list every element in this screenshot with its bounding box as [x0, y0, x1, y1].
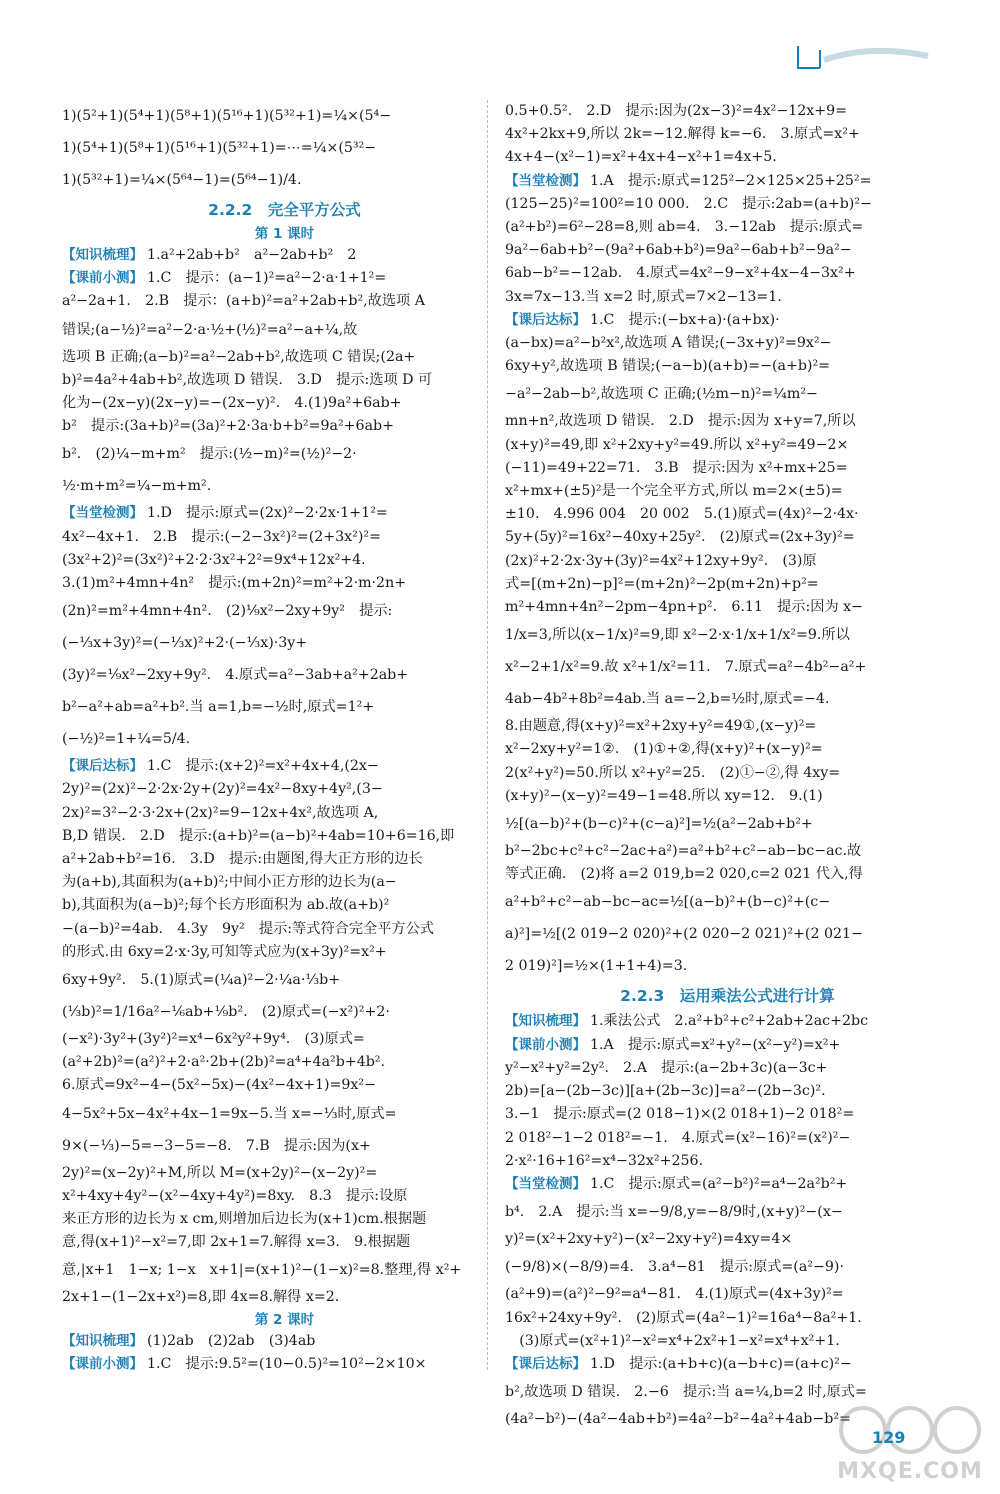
block-first-line: 1.D 提示:(a+b+c)(a−b+c)=(a+c)²−: [590, 1355, 852, 1372]
text-line: 6.原式=9x²−4−(5x²−5x)−(4x²−4x+1)=9x²−: [62, 1077, 377, 1094]
left-column: [62, 100, 507, 1376]
text-line: 4x²−4x+1. 2.B 提示:(−2−3x²)²=(2+3x²)²=: [62, 528, 381, 545]
block-tag: 【知识梳理】: [62, 1332, 143, 1349]
answer-block: [505, 309, 950, 983]
text-line: 2b)=[a−(2b−3c)][a+(2b−3c)]=a²−(2b−3c)².: [505, 1083, 826, 1100]
block-tag: 【课后达标】: [62, 758, 143, 775]
text-line: 2y)²=(x−2y)²+M,所以 M=(x+2y)²−(x−2y)²=: [62, 1164, 378, 1181]
text-line: a²+2ab+b²=16. 3.D 提示:由题图,得大正方形的边长: [62, 851, 423, 868]
text-line: a²+b²+c²−ab−bc−ac=½[(a−b)²+(b−c)²+(c−: [505, 894, 831, 911]
text-line: b²−a²+ab=a²+b².当 a=1,b=−½时,原式=1²+: [62, 699, 375, 716]
block-first-line: 1.C 提示:(x+2)²=x²+4x+4,(2x−: [147, 758, 379, 775]
block-tag: 【当堂检测】: [505, 172, 586, 189]
text-line: 2y)²=(2x)²−2·2x·2y+(2y)²=4x²−8xy+4y²,(3−: [62, 781, 383, 798]
text-line: 意,得(x+1)²−x²=7,即 2x+1=7.解得 x=3. 9.根据题: [62, 1234, 411, 1251]
block-first-line: (1)2ab (2)2ab (3)4ab: [147, 1332, 316, 1349]
text-line: (−9/8)×(−8/9)=4. 3.a⁴−81 提示:原式=(a²−9)·: [505, 1259, 844, 1276]
watermark: [835, 1400, 985, 1490]
text-line: 4−5x²+5x−4x²+4x−1=9x−5.当 x=−⅓时,原式=: [62, 1105, 397, 1122]
text-line: (x+y)²=49,即 x²+2xy+y²=49.所以 x²+y²=49−2×: [505, 436, 849, 453]
text-line: y²−x²+y²=2y². 2.A 提示:(a−2b+3c)(a−3c+: [505, 1059, 828, 1076]
answer-block: [62, 244, 507, 267]
text-line: 4x²+2kx+9,所以 2k=−12.解得 k=−6. 3.原式=x²+: [505, 126, 860, 143]
lesson-title: 第 1 课时: [254, 226, 315, 242]
text-line: (3x²+2)²=(3x²)²+2·2·3x²+2²=9x⁴+12x²+4.: [62, 551, 366, 568]
text-line: 4x+4−(x²−1)=x²+4x+4−x²+1=4x+5.: [505, 149, 777, 166]
block-tag: 【当堂检测】: [505, 1175, 586, 1192]
section-title: 2.2.3 运用乘法公式进行计算: [620, 987, 835, 1006]
answer-block: [62, 1330, 507, 1353]
text-line: B,D 错误. 2.D 提示:(a+b)²=(a−b)²+4ab=10+6=16,即: [62, 827, 455, 844]
text-line: (a²+9)=(a²)²−9²=a⁴−81. 4.(1)原式=(4x+3y)²=: [505, 1286, 844, 1303]
text-line: 2x)²=3²−2·3·2x+(2x)²=9−12x+4x²,故选项 A,: [62, 804, 379, 821]
text-line: 2 019)²]=½×(1+1+4)=3.: [505, 958, 688, 975]
text-line: b)²=4a²+4ab+b²,故选项 D 错误. 3.D 提示:选项 D 可: [62, 371, 433, 388]
block-tag: 【知识梳理】: [62, 247, 143, 263]
lesson-title: 第 2 课时: [254, 1311, 315, 1328]
answer-block: [505, 1010, 950, 1033]
text-line: 3x=7x−13.当 x=2 时,原式=7×2−13=1.: [505, 288, 782, 305]
text-line: (125−25)²=100²=10 000. 2.C 提示:2ab=(a+b)²−: [505, 195, 872, 212]
text-line: (a²+2b)²=(a²)²+2·a²·2b+(2b)²=a⁴+4a²b+4b².: [62, 1054, 386, 1071]
text-line: a)²]=½[(2 019−2 020)²+(2 020−2 021)²+(2 021−: [505, 926, 863, 943]
text-line: (2n)²=m²+4mn+4n². (2)⅑x²−2xy+9y² 提示:: [62, 603, 393, 620]
text-line: 3.(1)m²+4mn+4n² 提示:(m+2n)²=m²+2·m·2n+: [62, 575, 407, 592]
text-line: x²−2+1/x²=9.故 x²+1/x²=11. 7.原式=a²−4b²−a²+: [505, 659, 867, 676]
block-first-line: 1.A 提示:原式=x²+y²−(x²−y²)=x²+: [590, 1036, 841, 1053]
text-line: b². (2)¼−m+m² 提示:(½−m)²=(½)²−2·: [62, 446, 357, 463]
text-line: 2 018²−1−2 018²=−1. 4.原式=(x²−16)²=(x²)²−: [505, 1129, 851, 1146]
block-first-line: 1.A 提示:原式=125²−2×125×25+25²=: [590, 172, 872, 189]
continued-answer: [505, 100, 950, 170]
answer-block: [505, 1034, 950, 1173]
text-line: (⅓b)²=1/16a²−⅙ab+⅑b². (2)原式=(−x²)²+2·: [62, 1004, 390, 1021]
text-line: −a²−2ab−b²,故选项 C 正确;(½m−n)²=¼m²−: [505, 386, 818, 403]
block-tag: 【课后达标】: [505, 1355, 586, 1372]
block-first-line: 1.D 提示:原式=(2x)²−2·2x·1+1²=: [147, 505, 388, 522]
text-line: 选项 B 正确;(a−b)²=a²−2ab+b²,故选项 C 错误;(2a+: [62, 348, 416, 365]
text-line: 错误;(a−½)²=a²−2·a·½+(½)²=a²−a+¼,故: [62, 321, 358, 338]
right-column: [505, 100, 950, 1431]
answer-block: [62, 502, 507, 755]
text-line: (x+y)²−(x−y)²=49−1=48.所以 xy=12. 9.(1): [505, 787, 823, 804]
text-line: 6xy+9y². 5.(1)原式=(¼a)²−2·¼a·⅓b+: [62, 972, 341, 989]
text-line: 式=[(m+2n)−p]²=(m+2n)²−2p(m+2n)+p²=: [505, 575, 819, 592]
text-line: ½[(a−b)²+(b−c)²+(c−a)²]=½(a²−2ab+b²+: [505, 816, 813, 833]
text-line: ±10. 4.996 004 20 002 5.(1)原式=(4x)²−2·4x·: [505, 506, 859, 523]
answer-block: [62, 755, 507, 1309]
text-line: 等式正确. (2)将 a=2 019,b=2 020,c=2 021 代入,得: [505, 866, 863, 883]
section-title: 2.2.2 完全平方公式: [208, 201, 361, 219]
text-line: b² 提示:(3a+b)²=(3a)²+2·3a·b+b²=9a²+6ab+: [62, 418, 395, 435]
text-line: 来正方形的边长为 x cm,则增加后边长为(x+1)cm.根据题: [62, 1211, 427, 1228]
text-line: 2(x²+y²)=50.所以 x²+y²=25. (2)①−②,得 4xy=: [505, 764, 841, 781]
text-line: m²+4mn+4n²−2pm−4pn+p². 6.11 提示:因为 x−: [505, 599, 864, 616]
block-first-line: 1.乘法公式 2.a²+b²+c²+2ab+2ac+2bc: [590, 1013, 869, 1030]
text-line: 3.−1 提示:原式=(2 018−1)×(2 018+1)−2 018²=: [505, 1106, 855, 1123]
block-tag: 【课前小测】: [505, 1036, 586, 1053]
text-line: 6xy+y²,故选项 B 错误;(−a−b)(a+b)=−(a+b)²=: [505, 358, 831, 375]
text-line: 1/x=3,所以(x−1/x)²=9,即 x²−2·x·1/x+1/x²=9.所以: [505, 627, 850, 644]
text-line: (4a²−b²)−(4a²−4ab+b²)=4a²−b²−4a²+4ab−b²=: [505, 1411, 851, 1428]
block-first-line: 1.a²+2ab+b² a²−2ab+b² 2: [147, 247, 357, 263]
text-line: 意,|x+1 1−x; 1−x x+1|=(x+1)²−(1−x)²=8.整理,得 x²+: [62, 1262, 462, 1279]
text-line: (3)原式=(x²+1)²−x²=x⁴+2x²+1−x²=x⁴+x²+1.: [505, 1332, 840, 1349]
block-tag: 【课前小测】: [62, 1355, 143, 1372]
page-number: 129: [872, 1428, 906, 1447]
text-line: b),其面积为(a−b)²;每个长方形面积为 ab.故(a+b)²: [62, 897, 390, 914]
text-line: 8.由题意,得(x+y)²=x²+2xy+y²=49①,(x−y)²=: [505, 718, 817, 735]
text-line: mn+n²,故选项 D 错误. 2.D 提示:因为 x+y=7,所以: [505, 413, 856, 430]
text-line: 0.5+0.5². 2.D 提示:因为(2x−3)²=4x²−12x+9=: [505, 103, 848, 119]
block-first-line: 1.C 提示:(−bx+a)·(a+bx)·: [590, 311, 780, 328]
text-line: a²−2a+1. 2.B 提示：(a+b)²=a²+2ab+b²,故选项 A: [62, 293, 426, 310]
text-line: b²,故选项 D 错误. 2.−6 提示:当 a=¼,b=2 时,原式=: [505, 1384, 867, 1401]
header-decoration: [790, 38, 930, 78]
text-line: x²+mx+(±5)²是一个完全平方式,所以 m=2×(±5)=: [505, 483, 843, 500]
text-line: ½·m+m²=¼−m+m².: [62, 478, 212, 495]
text-line: (−⅓x+3y)²=(−⅓x)²+2·(−⅓x)·3y+: [62, 635, 308, 652]
text-line: (−x²)·3y²+(3y²)²=x⁴−6x²y²+9y⁴. (3)原式=: [62, 1031, 365, 1048]
block-tag: 【知识梳理】: [505, 1013, 586, 1030]
text-line: −(a−b)²=4ab. 4.3y 9y² 提示:等式符合完全平方公式: [62, 920, 434, 937]
intro-answer: [62, 100, 507, 196]
text-line: (2x)²+2·2x·3y+(3y)²=4x²+12xy+9y². (3)原: [505, 552, 817, 569]
answer-block: [62, 1353, 507, 1376]
text-line: 16x²+24xy+9y². (2)原式=(4a²−1)²=16a⁴−8a²+1.: [505, 1309, 862, 1326]
text-line: 1)(5³²+1)=¼×(5⁶⁴−1)=(5⁶⁴−1)/4.: [62, 172, 302, 188]
text-line: 4ab−4b²+8b²=4ab.当 a=−2,b=½时,原式=−4.: [505, 691, 830, 708]
text-line: x²−2xy+y²=1②. (1)①+②,得(x+y)²+(x−y)²=: [505, 741, 823, 758]
block-tag: 【课后达标】: [505, 311, 586, 328]
answer-block: [505, 170, 950, 309]
text-line: (3y)²=⅑x²−2xy+9y². 4.原式=a²−3ab+a²+2ab+: [62, 667, 409, 684]
answer-block: [505, 1173, 950, 1353]
text-line: 化为−(2x−y)(2x−y)=−(2x−y)². 4.(1)9a²+6ab+: [62, 395, 402, 412]
text-line: 9×(−⅓)−5=−3−5=−8. 7.B 提示:因为(x+: [62, 1137, 371, 1154]
block-first-line: 1.C 提示:原式=(a²−b²)²=a⁴−2a²b²+: [590, 1175, 848, 1192]
answer-block: [62, 267, 507, 502]
text-line: b⁴. 2.A 提示:当 x=−9/8,y=−8/9时,(x+y)²−(x−: [505, 1204, 843, 1221]
text-line: (a−bx)=a²−b²x²,故选项 A 错误;(−3x+y)²=9x²−: [505, 335, 832, 352]
text-line: 为(a+b),其面积为(a+b)²;中间小正方形的边长为(a−: [62, 874, 397, 891]
text-line: 2·x²·16+16²=x⁴−32x²+256.: [505, 1152, 704, 1169]
watermark-logo-icon: [835, 1400, 985, 1460]
text-line: 1)(5⁴+1)(5⁸+1)(5¹⁶+1)(5³²+1)=⋯=¼×(5³²−: [62, 140, 377, 156]
text-line: y)²=(x²+2xy+y²)−(x²−2xy+y²)=4xy=4×: [505, 1231, 793, 1248]
text-line: 2x+1−(1−2x+x²)=8,即 4x=8.解得 x=2.: [62, 1289, 340, 1306]
block-first-line: 1.C 提示：(a−1)²=a²−2·a·1+1²=: [147, 270, 387, 287]
text-line: x²+4xy+4y²−(x²−4xy+4y²)=8xy. 8.3 提示:设原: [62, 1187, 408, 1204]
block-tag: 【当堂检测】: [62, 505, 143, 522]
text-line: 5y+(5y)²=16x²−40xy+25y². (2)原式=(2x+3y)²=: [505, 529, 855, 546]
block-first-line: 1.C 提示:9.5²=(10−0.5)²=10²−2×10×: [147, 1355, 427, 1372]
text-line: b²−2bc+c²+c²−2ac+a²)=a²+b²+c²−ab−bc−ac.故: [505, 843, 862, 860]
text-line: (−½)²=1+¼=5/4.: [62, 731, 191, 748]
text-line: 的形式.由 6xy=2·x·3y,可知等式应为(x+3y)²=x²+: [62, 943, 387, 960]
text-line: 6ab−b²=−12ab. 4.原式=4x²−9−x²+4x−4−3x²+: [505, 265, 856, 282]
text-line: (−11)=49+22=71. 3.B 提示:因为 x²+mx+25=: [505, 459, 848, 476]
watermark-text: MXQE.COM: [837, 1459, 983, 1484]
text-line: 9a²−6ab+b²−(9a²+6ab+b²)=9a²−6ab+b²−9a²−: [505, 242, 852, 259]
text-line: (a²+b²)=6²−28=8,则 ab=4. 3.−12ab 提示:原式=: [505, 219, 864, 236]
block-tag: 【课前小测】: [62, 270, 143, 287]
text-line: 1)(5²+1)(5⁴+1)(5⁸+1)(5¹⁶+1)(5³²+1)=¼×(5⁴−: [62, 108, 392, 124]
